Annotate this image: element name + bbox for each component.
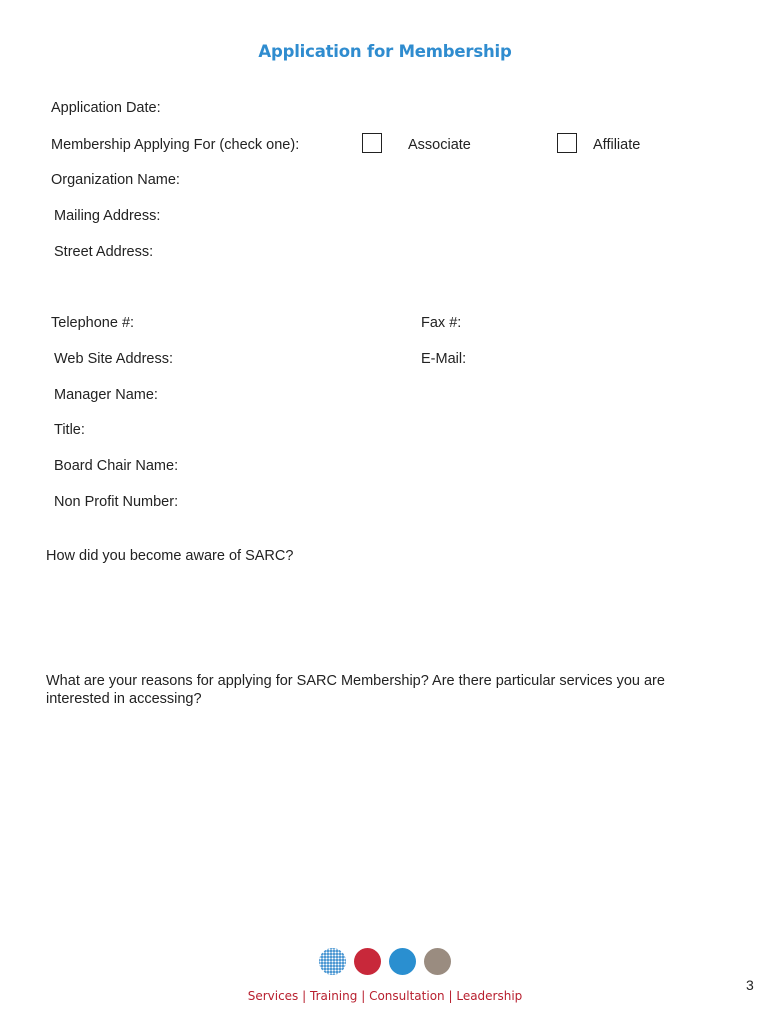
web-site-address-label: Web Site Address: — [54, 351, 174, 367]
fax-label: Fax #: — [421, 315, 462, 331]
organization-name-label: Organization Name: — [51, 172, 180, 188]
street-address-label: Street Address: — [54, 244, 154, 260]
application-date-label: Application Date: — [51, 100, 161, 116]
non-profit-number-label: Non Profit Number: — [54, 494, 179, 510]
footer-training: Training — [310, 989, 358, 1003]
logo-dot-red — [354, 948, 381, 975]
manager-name-label: Manager Name: — [54, 387, 158, 403]
mailing-address-label: Mailing Address: — [54, 208, 161, 224]
associate-checkbox[interactable] — [362, 133, 382, 153]
footer-consultation: Consultation — [369, 989, 445, 1003]
page-title: Application for Membership — [258, 42, 512, 61]
footer-separator: | — [361, 989, 366, 1003]
awareness-question: How did you become aware of SARC? — [46, 548, 294, 564]
telephone-label: Telephone #: — [51, 315, 135, 331]
email-label: E-Mail: — [421, 351, 467, 367]
footer-separator: | — [302, 989, 307, 1003]
footer-leadership: Leadership — [456, 989, 523, 1003]
footer-separator: | — [448, 989, 453, 1003]
footer-services: Services — [247, 989, 299, 1003]
logo-dot-blue — [389, 948, 416, 975]
page-number: 3 — [746, 977, 754, 993]
reasons-question: What are your reasons for applying for SARC Membership? Are there particular services you are interested in accessing? — [46, 673, 665, 707]
footer-tagline — [0, 989, 770, 1003]
associate-option-label: Associate — [408, 137, 471, 153]
logo-dot-blue-textured — [319, 948, 346, 975]
affiliate-option-label: Affiliate — [593, 137, 641, 153]
board-chair-name-label: Board Chair Name: — [54, 458, 179, 474]
logo-dot-gray — [424, 948, 451, 975]
membership-type-label: Membership Applying For (check one): — [51, 137, 300, 153]
title-label: Title: — [54, 422, 85, 438]
affiliate-checkbox[interactable] — [557, 133, 577, 153]
